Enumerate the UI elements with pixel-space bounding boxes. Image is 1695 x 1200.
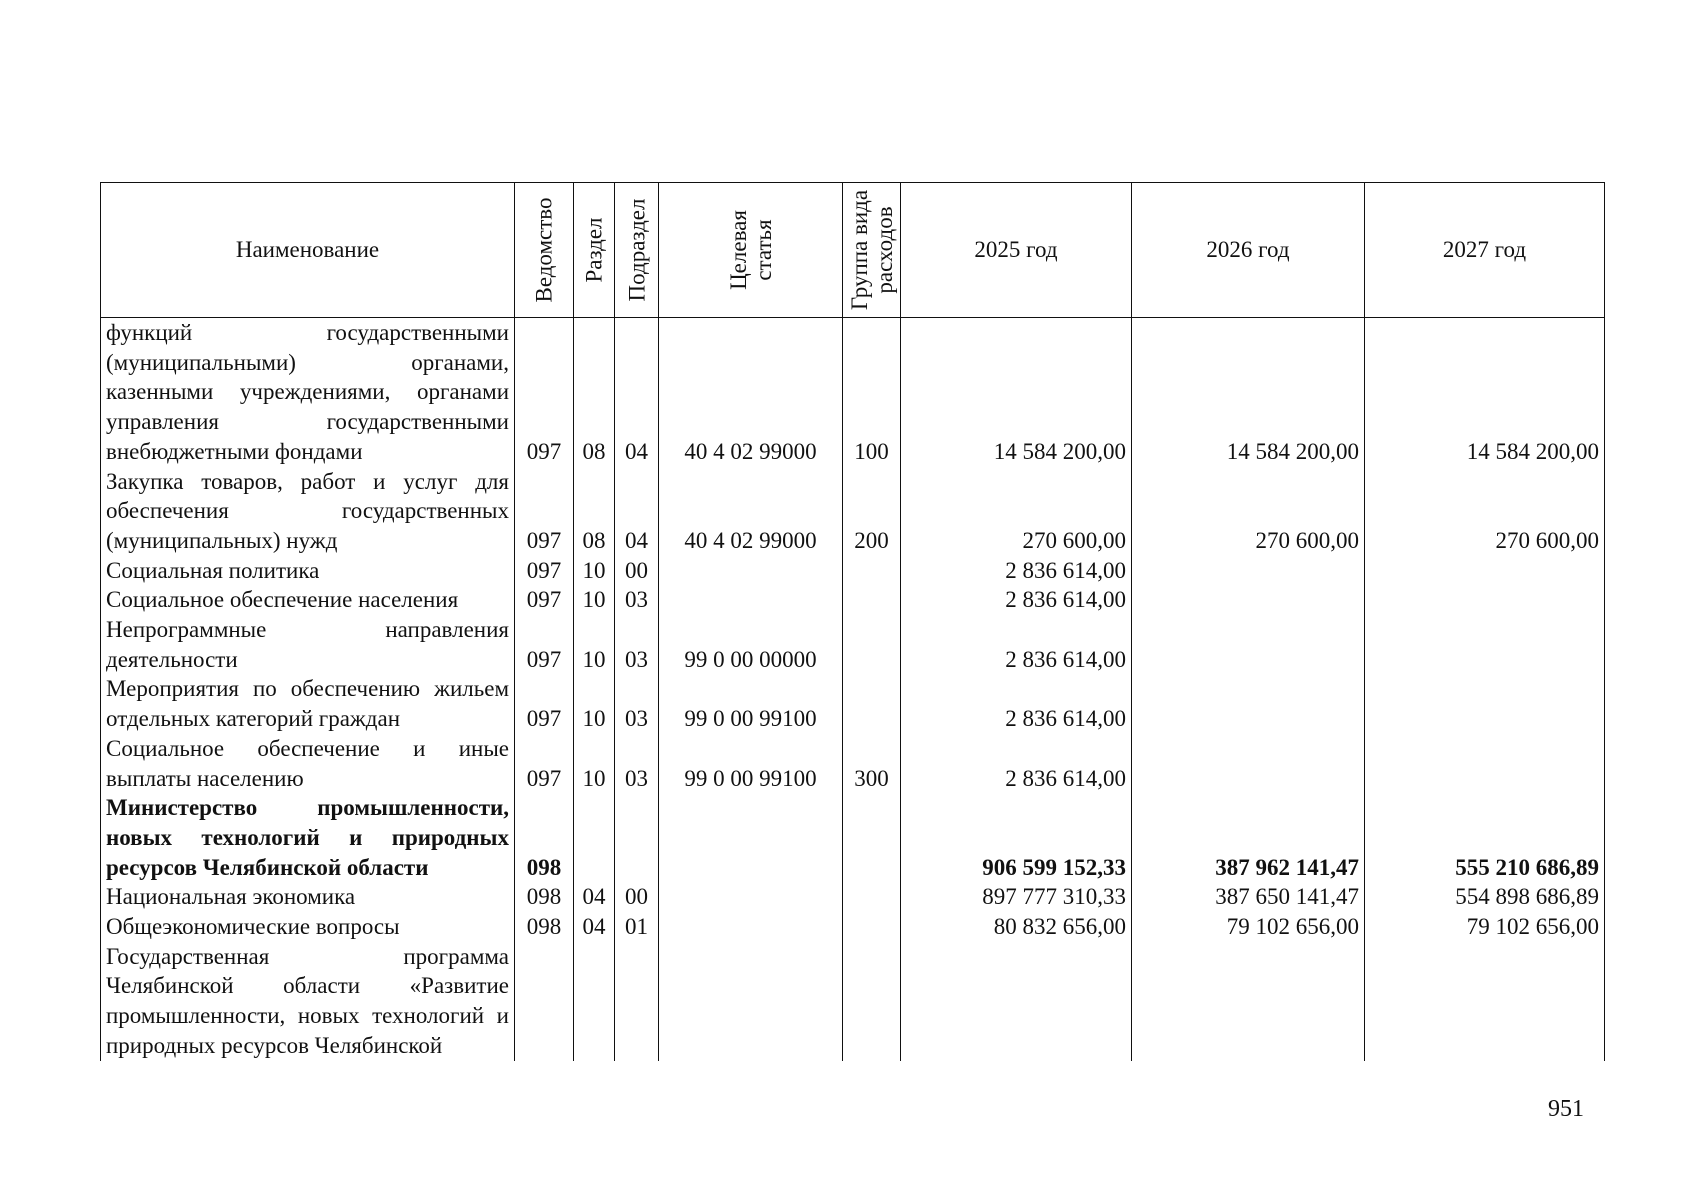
cell-vedomstvo: 097 [515, 556, 574, 586]
cell-gruppa-vida-raskhodov [843, 615, 901, 674]
cell-razdel: 08 [574, 467, 615, 556]
cell-vedomstvo: 098 [515, 912, 574, 942]
cell-vedomstvo: 097 [515, 467, 574, 556]
page-number: 951 [1548, 1096, 1584, 1122]
cell-razdel: 10 [574, 556, 615, 586]
cell-2025: 897 777 310,33 [901, 882, 1132, 912]
cell-2026: 387 962 141,47 [1132, 793, 1365, 882]
cell-vedomstvo: 097 [515, 585, 574, 615]
cell-tselevaya-statya [659, 942, 843, 1061]
cell-tselevaya-statya: 99 0 00 00000 [659, 615, 843, 674]
budget-table [100, 182, 1605, 1061]
cell-razdel: 10 [574, 734, 615, 793]
cell-gruppa-vida-raskhodov [843, 882, 901, 912]
cell-vedomstvo: 097 [515, 734, 574, 793]
cell-podrazdel: 01 [615, 912, 659, 942]
cell-2025: 270 600,00 [901, 467, 1132, 556]
table-row [101, 793, 1605, 882]
cell-2027 [1365, 734, 1605, 793]
cell-gruppa-vida-raskhodov [843, 942, 901, 1061]
cell-name: Министерство промышленности, новых технологий и природных ресурсов Челябинской области [101, 793, 515, 882]
cell-vedomstvo: 097 [515, 674, 574, 733]
cell-tselevaya-statya: 40 4 02 99000 [659, 467, 843, 556]
cell-2027: 14 584 200,00 [1365, 318, 1605, 467]
table-row [101, 674, 1605, 733]
cell-2026: 14 584 200,00 [1132, 318, 1365, 467]
cell-2027: 554 898 686,89 [1365, 882, 1605, 912]
table-body [101, 318, 1605, 1061]
cell-gruppa-vida-raskhodov [843, 585, 901, 615]
cell-tselevaya-statya [659, 556, 843, 586]
cell-razdel: 10 [574, 585, 615, 615]
cell-razdel: 10 [574, 615, 615, 674]
cell-2025: 2 836 614,00 [901, 556, 1132, 586]
header-name: Наименование [101, 183, 515, 318]
cell-2025: 80 832 656,00 [901, 912, 1132, 942]
cell-vedomstvo: 098 [515, 882, 574, 912]
cell-podrazdel: 03 [615, 585, 659, 615]
cell-2025: 2 836 614,00 [901, 615, 1132, 674]
cell-podrazdel: 03 [615, 734, 659, 793]
cell-2026 [1132, 556, 1365, 586]
cell-name: Социальное обеспечение и иные выплаты населению [101, 734, 515, 793]
cell-2027: 555 210 686,89 [1365, 793, 1605, 882]
cell-2025: 14 584 200,00 [901, 318, 1132, 467]
cell-podrazdel [615, 793, 659, 882]
cell-2026: 387 650 141,47 [1132, 882, 1365, 912]
cell-name: Мероприятия по обеспечению жильем отдельных категорий граждан [101, 674, 515, 733]
header-podrazdel: Подраздел [615, 183, 659, 318]
cell-podrazdel: 00 [615, 882, 659, 912]
cell-2025: 2 836 614,00 [901, 585, 1132, 615]
cell-2027 [1365, 585, 1605, 615]
table-row [101, 942, 1605, 1061]
cell-gruppa-vida-raskhodov: 100 [843, 318, 901, 467]
cell-podrazdel: 03 [615, 615, 659, 674]
cell-name: функций государственными (муниципальными) органами, казенными учреждениями, органами управления государственными внебюджетными фондами [101, 318, 515, 467]
table-row [101, 912, 1605, 942]
cell-vedomstvo: 097 [515, 615, 574, 674]
cell-2026 [1132, 674, 1365, 733]
cell-razdel [574, 793, 615, 882]
table-row [101, 882, 1605, 912]
table-row [101, 585, 1605, 615]
cell-gruppa-vida-raskhodov [843, 556, 901, 586]
cell-razdel: 10 [574, 674, 615, 733]
cell-name: Социальное обеспечение населения [101, 585, 515, 615]
cell-vedomstvo: 098 [515, 793, 574, 882]
cell-name: Закупка товаров, работ и услуг для обеспечения государственных (муниципальных) нужд [101, 467, 515, 556]
header-razdel: Раздел [574, 183, 615, 318]
cell-2026 [1132, 942, 1365, 1061]
cell-name: Непрограммные направления деятельности [101, 615, 515, 674]
header-gruppa-vida-raskhodov: Группа вида расходов [843, 183, 901, 318]
cell-name: Национальная экономика [101, 882, 515, 912]
cell-tselevaya-statya [659, 912, 843, 942]
cell-razdel: 08 [574, 318, 615, 467]
cell-2025 [901, 942, 1132, 1061]
cell-tselevaya-statya: 99 0 00 99100 [659, 674, 843, 733]
cell-2027 [1365, 674, 1605, 733]
cell-podrazdel: 04 [615, 318, 659, 467]
cell-name: Социальная политика [101, 556, 515, 586]
cell-podrazdel: 03 [615, 674, 659, 733]
cell-razdel: 04 [574, 882, 615, 912]
cell-2027 [1365, 615, 1605, 674]
table-header-row [101, 183, 1605, 318]
table-row [101, 467, 1605, 556]
cell-name: Общеэкономические вопросы [101, 912, 515, 942]
cell-2026 [1132, 734, 1365, 793]
cell-gruppa-vida-raskhodov [843, 674, 901, 733]
cell-razdel: 04 [574, 912, 615, 942]
cell-tselevaya-statya [659, 793, 843, 882]
cell-2026 [1132, 615, 1365, 674]
cell-gruppa-vida-raskhodov: 300 [843, 734, 901, 793]
cell-vedomstvo [515, 942, 574, 1061]
cell-podrazdel: 04 [615, 467, 659, 556]
cell-razdel [574, 942, 615, 1061]
cell-2026 [1132, 585, 1365, 615]
cell-podrazdel: 00 [615, 556, 659, 586]
header-tselevaya-statya: Целевая статья [659, 183, 843, 318]
cell-gruppa-vida-raskhodov [843, 793, 901, 882]
cell-podrazdel [615, 942, 659, 1061]
table-row [101, 615, 1605, 674]
header-2026: 2026 год [1132, 183, 1365, 318]
cell-name: Государственная программа Челябинской области «Развитие промышленности, новых технологий и природных ресурсов Челябинской [101, 942, 515, 1061]
cell-gruppa-vida-raskhodov [843, 912, 901, 942]
cell-tselevaya-statya: 99 0 00 99100 [659, 734, 843, 793]
table-row [101, 734, 1605, 793]
cell-2027 [1365, 942, 1605, 1061]
header-2025: 2025 год [901, 183, 1132, 318]
table-row [101, 318, 1605, 467]
cell-gruppa-vida-raskhodov: 200 [843, 467, 901, 556]
header-2027: 2027 год [1365, 183, 1605, 318]
cell-2026: 270 600,00 [1132, 467, 1365, 556]
cell-2025: 906 599 152,33 [901, 793, 1132, 882]
table-row [101, 556, 1605, 586]
cell-vedomstvo: 097 [515, 318, 574, 467]
cell-tselevaya-statya [659, 585, 843, 615]
cell-tselevaya-statya [659, 882, 843, 912]
header-vedomstvo: Ведомство [515, 183, 574, 318]
cell-2026: 79 102 656,00 [1132, 912, 1365, 942]
cell-2025: 2 836 614,00 [901, 674, 1132, 733]
cell-tselevaya-statya: 40 4 02 99000 [659, 318, 843, 467]
cell-2025: 2 836 614,00 [901, 734, 1132, 793]
cell-2027: 270 600,00 [1365, 467, 1605, 556]
cell-2027 [1365, 556, 1605, 586]
cell-2027: 79 102 656,00 [1365, 912, 1605, 942]
